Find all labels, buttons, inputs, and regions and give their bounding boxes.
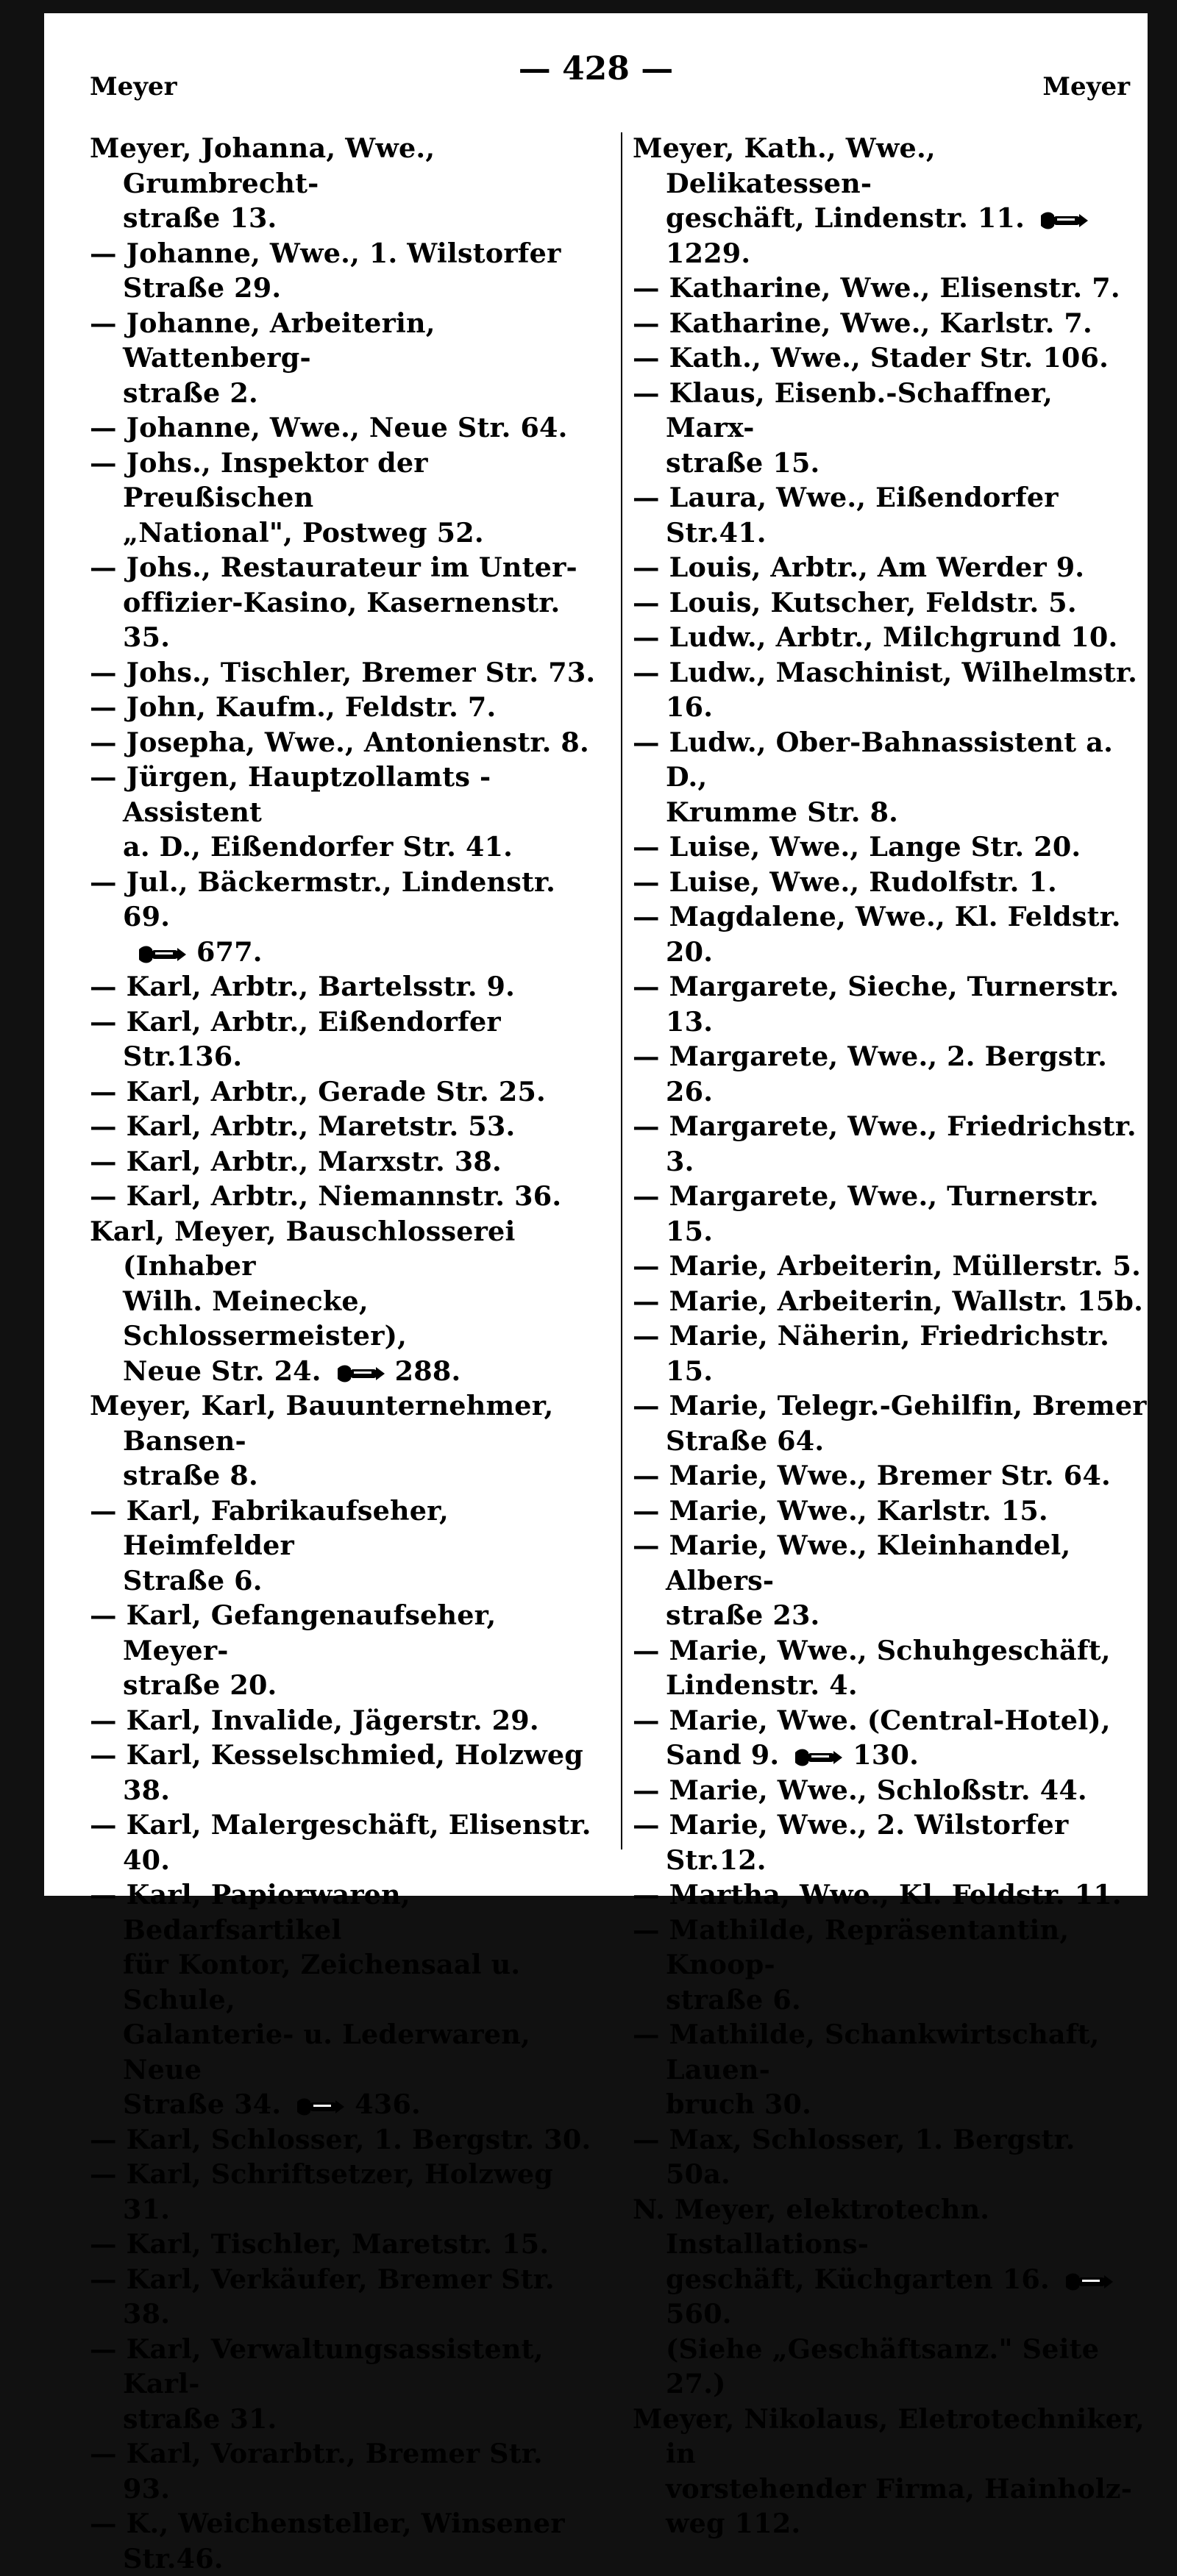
entry-text: — Louis, Kutscher, Feldstr. 5.: [633, 586, 1077, 618]
entry-text: — Ludw., Arbtr., Milchgrund 10.: [633, 621, 1118, 653]
entry-text: — Karl, Verwaltungsassistent, Karl- straße 31.: [90, 2333, 544, 2435]
entry-text: — Klaus, Eisenb.-Schaffner, Marx- straße 15.: [633, 377, 1053, 479]
phone-number: 677.: [196, 935, 263, 968]
telephone-hand-icon: [1038, 210, 1089, 232]
directory-entry: [633, 340, 1148, 376]
telephone-hand-icon: [335, 1363, 386, 1385]
directory-entry: [90, 1214, 597, 1389]
telephone-hand-icon: [294, 2096, 346, 2118]
entry-text: N. Meyer, elektrotechn. Installations- geschäft, Küchgarten 16.: [633, 2193, 1050, 2295]
directory-entry: [633, 306, 1148, 341]
entry-text: — Marie, Arbeiterin, Müllerstr. 5.: [633, 1250, 1142, 1282]
directory-entry: [633, 271, 1148, 306]
entry-text: — Marie, Telegr.-Gehilfin, Bremer Straße 64.: [633, 1390, 1147, 1457]
entry-text: — Karl, Arbtr., Marxstr. 38.: [90, 1145, 502, 1177]
entry-text: — Margarete, Wwe., 2. Bergstr. 26.: [633, 1041, 1117, 1107]
entry-text: — Marie, Wwe., Bremer Str. 64.: [633, 1460, 1111, 1491]
telephone-hand-icon: [136, 943, 188, 966]
phone-number: 288.: [394, 1355, 461, 1387]
entry-text: — Johanne, Wwe., Neue Str. 64.: [90, 412, 568, 443]
directory-entry: [633, 1913, 1148, 2018]
entry-text: — Marie, Arbeiterin, Wallstr. 15b.: [633, 1285, 1144, 1317]
directory-entry: [90, 1144, 597, 1180]
directory-entry: [633, 620, 1148, 655]
directory-entry: [633, 1877, 1148, 1913]
left-column: [90, 131, 601, 2576]
entry-text: — Karl, Arbtr., Gerade Str. 25.: [90, 1075, 546, 1107]
directory-entry: [633, 376, 1148, 481]
directory-entry: [633, 2122, 1148, 2192]
right-column: [633, 131, 1148, 2541]
entry-text: — Karl, Arbtr., Niemannstr. 36.: [90, 1180, 562, 1212]
entry-text: — Kath., Wwe., Stader Str. 106.: [633, 342, 1109, 374]
entry-text: — Karl, Tischler, Maretstr. 15.: [90, 2228, 550, 2260]
entry-note: (Siehe „Geschäftsanz." Seite 27.): [666, 2333, 1100, 2400]
entry-text: — Johs., Inspektor der Preußischen „National", Postweg 52.: [90, 446, 484, 549]
entry-text: Karl, Meyer, Bauschlosserei (Inhaber Wilh. Meinecke, Schlossermeister), Neue Str. 24.: [90, 1215, 516, 1387]
directory-entry: [90, 410, 597, 446]
entry-text: — Luise, Wwe., Rudolfstr. 1.: [633, 866, 1057, 898]
entry-text: — Katharine, Wwe., Elisenstr. 7.: [633, 272, 1120, 304]
directory-entry: [90, 1388, 597, 1494]
phone-number: 560.: [666, 2298, 732, 2330]
directory-entry: [90, 1808, 601, 1877]
directory-entry: [633, 1458, 1148, 1494]
directory-entry: [633, 1319, 1148, 1388]
entry-text: — Karl, Arbtr., Maretstr. 53.: [90, 1110, 516, 1142]
directory-entry: [90, 2436, 597, 2506]
entry-text: — Mathilde, Repräsentantin, Knoop- straße 6.: [633, 1913, 1070, 2016]
directory-entry: [633, 1494, 1148, 1529]
directory-entry: [633, 1249, 1148, 1284]
entry-text: Meyer, Nikolaus, Eletrotechniker, in vorstehender Firma, Hainholz- weg 112.: [633, 2402, 1145, 2539]
directory-entry: [90, 1738, 597, 1808]
directory-entry: [90, 2157, 597, 2227]
entry-text: — Jul., Bäckermstr., Lindenstr. 69.: [90, 866, 556, 932]
entry-text: Meyer, Kath., Wwe., Delikatessen- geschäft, Lindenstr. 11.: [633, 132, 1025, 234]
directory-entry: [90, 1005, 597, 1074]
directory-entry: [90, 725, 597, 760]
directory-entry: [90, 2122, 597, 2158]
entry-text: — Marie, Wwe., 2. Wilstorfer Str.12.: [633, 1809, 1078, 1876]
entry-text: — Jürgen, Hauptzollamts - Assistent a. D., Eißendorfer Str. 41.: [90, 761, 513, 863]
entry-text: — Josepha, Wwe., Antonienstr. 8.: [90, 726, 589, 758]
column-divider: [621, 132, 622, 1849]
directory-entry: [90, 2262, 597, 2332]
entry-text: — Marie, Wwe., Schuhgeschäft, Lindenstr. 4.: [633, 1634, 1111, 1701]
entry-text: — Johanne, Arbeiterin, Wattenberg- straße 2.: [90, 307, 435, 409]
directory-entry: [90, 2506, 597, 2576]
directory-entry: [633, 1703, 1148, 1773]
directory-entry: [90, 1109, 597, 1144]
entry-text: — Ludw., Maschinist, Wilhelmstr. 16.: [633, 656, 1147, 723]
entry-text: — Karl, Papierwaren, Bedarfsartikel für Kontor, Zeichensaal u. Schule, Galanterie- u. Lederwaren, Neue Straße 34.: [90, 1879, 530, 2120]
directory-entry: [90, 550, 597, 655]
entry-text: — Karl, Malergeschäft, Elisenstr. 40.: [90, 1809, 601, 1876]
entry-text: — Marie, Wwe., Schloßstr. 44.: [633, 1774, 1087, 1806]
entry-text: — Magdalene, Wwe., Kl. Feldstr. 20.: [633, 901, 1131, 968]
directory-entry: [633, 1528, 1148, 1633]
entry-text: — Karl, Invalide, Jägerstr. 29.: [90, 1704, 539, 1736]
directory-page: [44, 13, 1148, 2575]
running-head-right: Meyer: [1042, 72, 1130, 101]
directory-entry: [90, 236, 597, 306]
entry-text: — Ludw., Ober-Bahnassistent a. D., Krumme Str. 8.: [633, 726, 1114, 828]
directory-entry: [633, 829, 1148, 865]
entry-text: — Max, Schlosser, 1. Bergstr. 50a.: [633, 2123, 1085, 2190]
phone-number: 1229.: [666, 237, 751, 269]
directory-entry: [633, 2402, 1148, 2541]
directory-entry: [633, 899, 1148, 969]
entry-text: — Karl, Gefangenaufseher, Meyer- straße 20.: [90, 1599, 497, 1701]
directory-entry: [633, 1284, 1148, 1319]
directory-entry: [633, 1109, 1148, 1179]
directory-entry: [90, 690, 597, 725]
page-number: — 428 —: [518, 50, 674, 88]
directory-entry: [90, 1179, 597, 1214]
phone-number: 130.: [853, 1739, 919, 1771]
entry-text: — Karl, Schlosser, 1. Bergstr. 30.: [90, 2123, 591, 2155]
entry-text: — Mathilde, Schankwirtschaft, Lauen- bruch 30.: [633, 2019, 1100, 2120]
entry-text: — Marie, Näherin, Friedrichstr. 15.: [633, 1320, 1119, 1387]
directory-entry: [90, 131, 597, 236]
directory-entry: [633, 1039, 1148, 1109]
directory-entry: [633, 1808, 1148, 1877]
directory-entry: [633, 480, 1148, 550]
entry-text: — Margarete, Wwe., Friedrichstr. 3.: [633, 1110, 1146, 1177]
directory-entry: [633, 2192, 1148, 2402]
page-header: [44, 13, 1148, 116]
directory-entry: [90, 655, 597, 691]
directory-entry: [90, 2332, 597, 2437]
directory-entry: [633, 969, 1148, 1039]
directory-entry: [633, 1773, 1148, 1808]
entry-text: — Martha, Wwe., Kl. Feldstr. 11.: [633, 1879, 1122, 1910]
directory-entry: [633, 1633, 1148, 1703]
directory-entry: [90, 760, 597, 865]
directory-entry: [90, 1703, 597, 1738]
directory-entry: [633, 1388, 1148, 1458]
phone-number: 436.: [355, 2088, 421, 2120]
entry-text: — Johs., Tischler, Bremer Str. 73.: [90, 656, 596, 688]
running-head-left: Meyer: [90, 72, 177, 101]
entry-text: — Louis, Arbtr., Am Werder 9.: [633, 552, 1085, 583]
directory-entry: [633, 725, 1148, 830]
entry-text: — Laura, Wwe., Eißendorfer Str.41.: [633, 482, 1068, 549]
entry-text: — Johs., Restaurateur im Unter- offizier-Kasino, Kasernenstr. 35.: [90, 552, 577, 653]
entry-text: — Karl, Kesselschmied, Holzweg 38.: [90, 1739, 593, 1806]
entry-text: Meyer, Johanna, Wwe., Grumbrecht- straße 13.: [90, 132, 435, 234]
entry-text: — K., Weichensteller, Winsener Str.46.: [90, 2508, 575, 2575]
directory-entry: [90, 1074, 597, 1110]
entry-text: — Karl, Verkäufer, Bremer Str. 38.: [90, 2263, 564, 2330]
directory-entry: [633, 865, 1148, 900]
directory-entry: [633, 2017, 1148, 2122]
entry-text: — Karl, Vorarbtr., Bremer Str. 93.: [90, 2438, 552, 2505]
directory-entry: [633, 585, 1148, 621]
entry-text: — Karl, Arbtr., Bartelsstr. 9.: [90, 971, 516, 1002]
entry-text: — Katharine, Wwe., Karlstr. 7.: [633, 307, 1092, 339]
directory-entry: [633, 131, 1148, 271]
directory-entry: [633, 550, 1148, 585]
directory-entry: [90, 306, 597, 411]
directory-entry: [90, 969, 597, 1005]
entry-text: — Margarete, Sieche, Turnerstr. 13.: [633, 971, 1129, 1038]
entry-text: — Marie, Wwe., Kleinhandel, Albers- straße 23.: [633, 1530, 1071, 1631]
telephone-hand-icon: [792, 1747, 844, 1769]
entry-text: — Karl, Schriftsetzer, Holzweg 31.: [90, 2158, 563, 2225]
entry-text: — Karl, Fabrikaufseher, Heimfelder Straße 6.: [90, 1494, 449, 1596]
entry-text: — John, Kaufm., Feldstr. 7.: [90, 691, 497, 723]
directory-entry: [633, 1179, 1148, 1249]
directory-entry: [90, 1877, 597, 2122]
entry-text: — Marie, Wwe., Karlstr. 15.: [633, 1494, 1048, 1527]
entry-text: — Luise, Wwe., Lange Str. 20.: [633, 831, 1081, 863]
directory-entry: [90, 2227, 597, 2262]
directory-entry: [90, 865, 597, 970]
directory-entry: [90, 1598, 597, 1703]
directory-entry: [90, 1494, 597, 1599]
entry-text: — Margarete, Wwe., Turnerstr. 15.: [633, 1180, 1109, 1247]
entry-text: — Marie, Wwe. (Central-Hotel), Sand 9.: [633, 1704, 1111, 1771]
directory-entry: [90, 446, 597, 551]
entry-text: — Karl, Arbtr., Eißendorfer Str.136.: [90, 1005, 511, 1072]
entry-text: — Johanne, Wwe., 1. Wilstorfer Straße 29.: [90, 237, 561, 304]
directory-entry: [633, 655, 1148, 725]
entry-text: Meyer, Karl, Bauunternehmer, Bansen- straße 8.: [90, 1390, 554, 1491]
telephone-hand-icon: [1063, 2271, 1114, 2293]
